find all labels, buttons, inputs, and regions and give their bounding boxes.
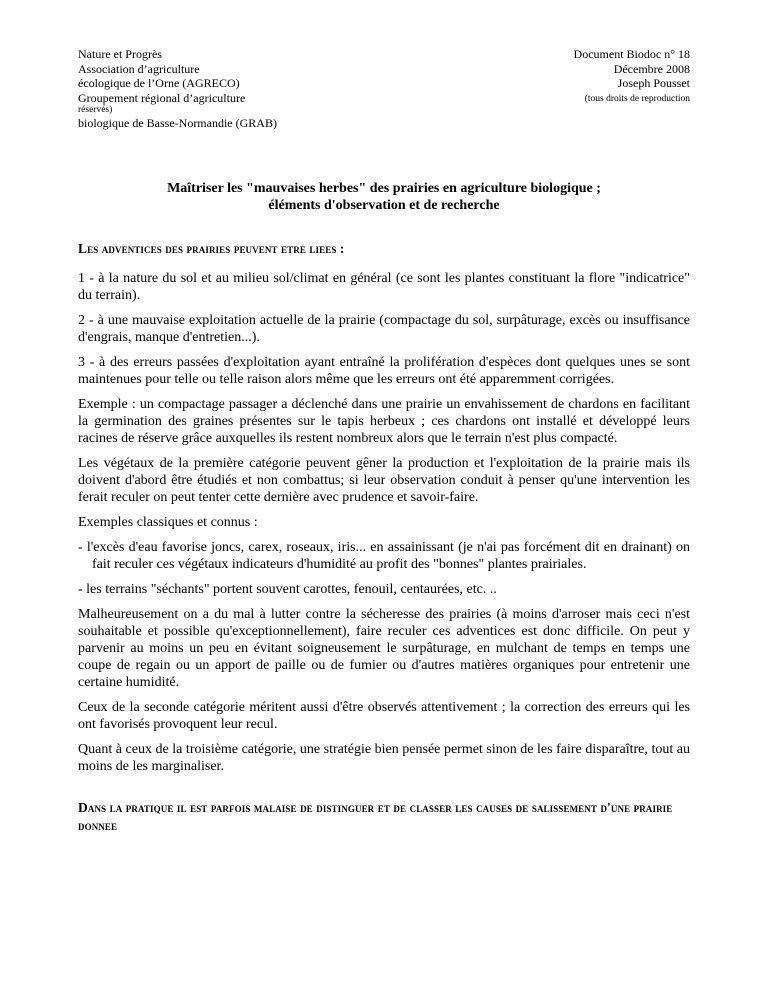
document-number: Document Biodoc n° 18 <box>573 47 690 61</box>
header-right <box>390 47 690 106</box>
paragraph: Quant à ceux de la troisième catégorie, une stratégie bien pensée permet sinon de les faire disparaître, tout au moins de les marginaliser. <box>78 742 690 774</box>
paragraph: Exemples classiques et connus : <box>78 515 258 530</box>
document-title <box>78 180 690 214</box>
paragraph: Ceux de la seconde catégorie méritent aussi d'être observés attentivement ; la correction des erreurs qui les ont favorisés provoquent leur recul. <box>78 700 690 732</box>
header-org-line: Association d’agriculture <box>78 61 200 76</box>
document-date: Décembre 2008 <box>613 61 690 76</box>
rights-note: (tous droits de reproduction <box>584 93 690 104</box>
header-org-line: écologique de l’Orne (AGRECO) <box>78 76 240 90</box>
paragraph: Les végétaux de la première catégorie peuvent gêner la production et l'exploitation de la prairie mais ils doivent d'abord être étudiés et non combattus; si leur observation conduit à penser qu'une intervention les ferait reculer on peut tenter cette dernière avec prudence et savoir-faire. <box>78 456 690 505</box>
document-body <box>78 240 690 848</box>
header-org-line: Nature et Progrès <box>78 47 162 61</box>
paragraph: 3 - à des erreurs passées d'exploitation ayant entraîné la prolifération d'espèces dont quelques unes se sont maintenues pour telle ou telle raison alors même que les erreurs ont été apparemment corrigées. <box>78 355 690 387</box>
header-org-line: Groupement régional d’agriculture <box>78 90 246 105</box>
section-heading: Les adventices des prairies peuvent etre liees : <box>78 241 345 256</box>
document-author: Joseph Pousset <box>617 76 690 90</box>
list-item: - l'excès d'eau favorise joncs, carex, roseaux, iris... en assainissant (je n'ai pas forcément dit en drainant) on fait reculer ces végétaux indicateurs d'humidité au profit des "bonnes" plantes prairiales. <box>78 540 690 572</box>
header-left <box>78 47 277 131</box>
section-heading: Dans la pratique il est parfois malaise de distinguer et de classer les causes de salissement d'une prairie donnee <box>78 800 673 833</box>
paragraph: 2 - à une mauvaise exploitation actuelle de la prairie (compactage du sol, surpâturage, excès ou insuffisance d'engrais, manque d'entretien...). <box>78 313 690 345</box>
header-small-note: réservés) <box>78 105 113 115</box>
title-line: éléments d'observation et de recherche <box>268 198 500 213</box>
paragraph: 1 - à la nature du sol et au milieu sol/climat en général (ce sont les plantes constituant la flore "indicatrice" du terrain). <box>78 271 690 303</box>
title-line: Maîtriser les "mauvaises herbes" des prairies en agriculture biologique ; <box>167 181 601 196</box>
paragraph: Malheureusement on a du mal à lutter contre la sécheresse des prairies (à moins d'arroser mais ceci n'est souhaitable et possible qu'exceptionnellement), faire reculer ces adventices est donc difficile. On peut y parvenir au moins un peu en évitant soigneusement le surpâturage, en mulchant de temps en temps une coupe de regain ou un apport de paille ou de fumier ou d'autres matières organiques pour entretenir une certaine humidité. <box>78 607 690 690</box>
paragraph: Exemple : un compactage passager a déclenché dans une prairie un envahissement de chardons en facilitant la germination des graines présentes sur le tapis herbeux ; ces chardons ont installé et développé leurs racines de réserve grâce auxquelles ils restent nombreux alors que le terrain n'est plus compacté. <box>78 397 690 446</box>
header-org-line: biologique de Basse-Normandie (GRAB) <box>78 116 277 130</box>
list-item: - les terrains "séchants" portent souvent carottes, fenouil, centaurées, etc. .. <box>78 582 497 597</box>
